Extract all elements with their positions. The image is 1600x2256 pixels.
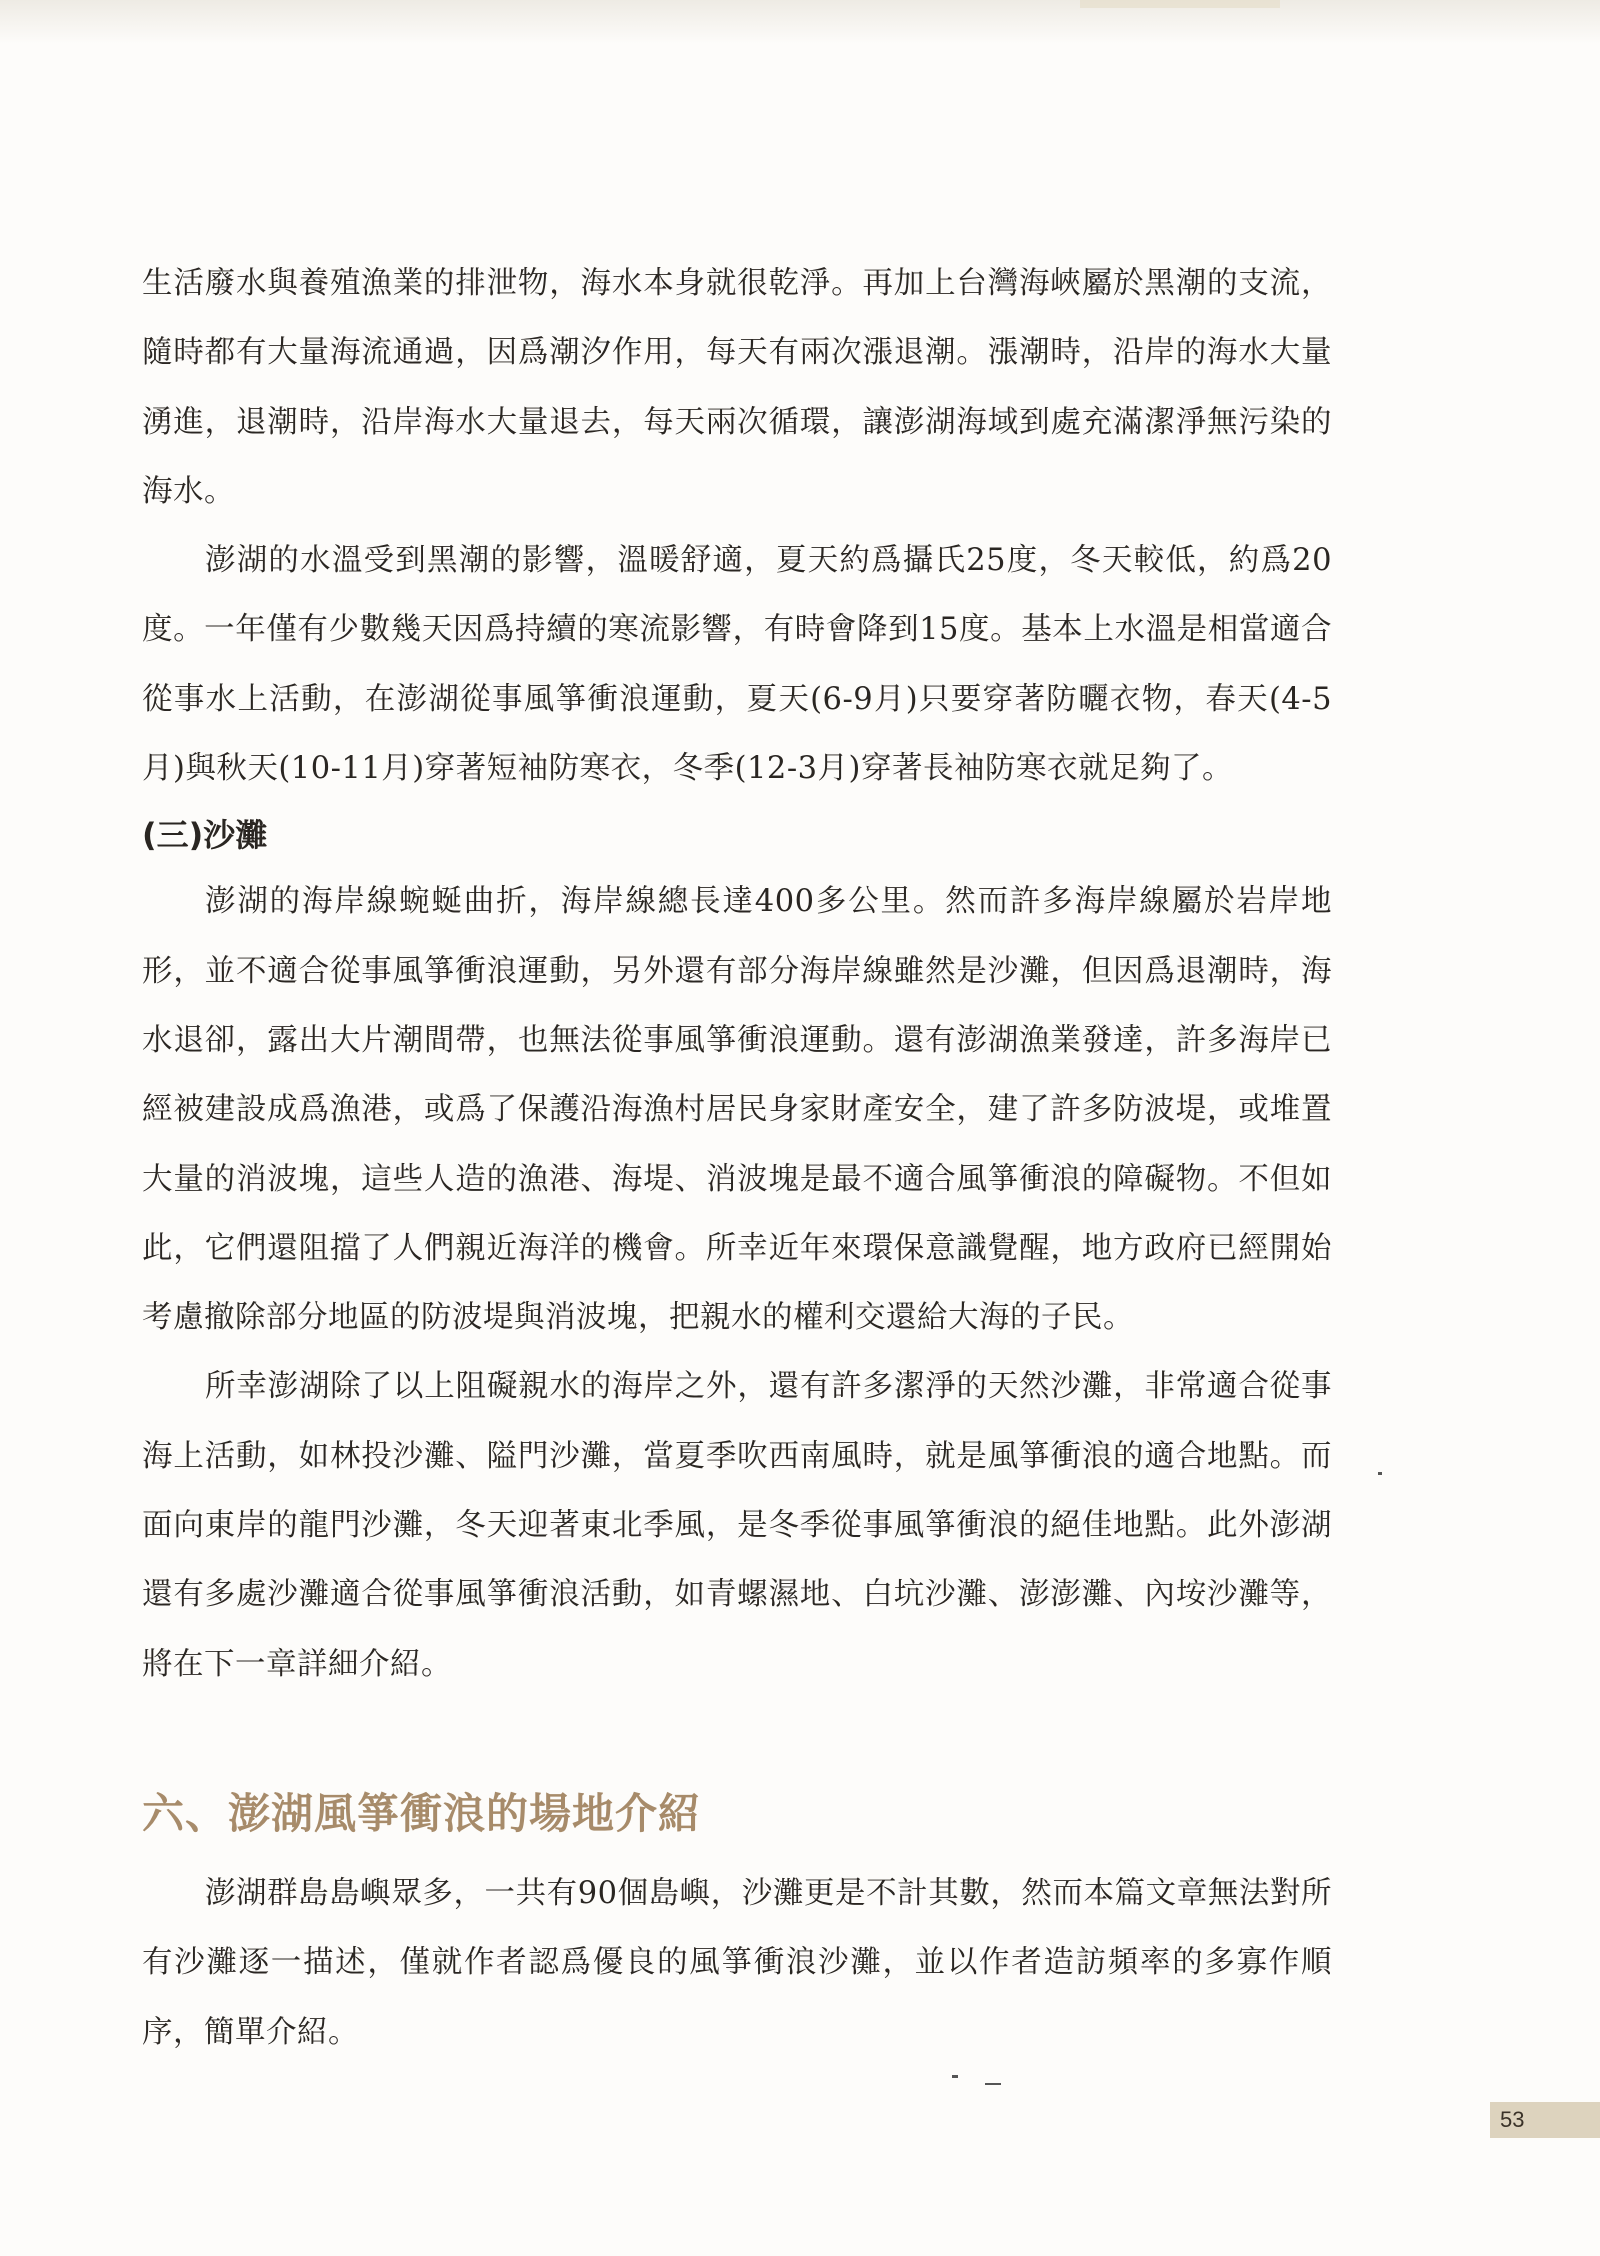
page-body bbox=[142, 249, 1332, 2067]
scan-speck bbox=[1378, 1472, 1382, 1475]
scan-speck bbox=[952, 2075, 958, 2078]
page-number bbox=[1490, 2102, 1600, 2138]
paragraph-continued: 生活廢水與養殖漁業的排泄物，海水本身就很乾淨。再加上台灣海峽屬於黑潮的支流，隨時都有大量海流通過，因爲潮汐作用，每天有兩次漲退潮。漲潮時，沿岸的海水大量湧進，退潮時，沿岸海水大量退去，每天兩次循環，讓澎湖海域到處充滿潔淨無污染的海水。 bbox=[142, 266, 1332, 509]
paragraph-water-temperature: 澎湖的水溫受到黑潮的影響，溫暖舒適，夏天約爲攝氏25度，冬天較低，約爲20度。一年僅有少數幾天因爲持續的寒流影響，有時會降到15度。基本上水溫是相當適合從事水上活動，在澎湖從事風箏衝浪運動，夏天(6-9月)只要穿著防曬衣物，春天(4-5月)與秋天(10-11月)穿著短袖防寒衣，冬季(12-3月)穿著長袖防寒衣就足夠了。 bbox=[142, 543, 1332, 787]
paragraph-islands-intro: 澎湖群島島嶼眾多，一共有90個島嶼，沙灘更是不計其數，然而本篇文章無法對所有沙灘逐一描述，僅就作者認爲優良的風箏衝浪沙灘，並以作者造訪頻率的多寡作順序，簡單介紹。 bbox=[142, 1875, 1332, 2050]
section-title: 六、澎湖風箏衝浪的場地介紹 bbox=[142, 1788, 702, 1838]
page-top-shadow bbox=[0, 0, 1600, 44]
paragraph-natural-beaches: 所幸澎湖除了以上阻礙親水的海岸之外，還有許多潔淨的天然沙灘，非常適合從事海上活動，如林投沙灘、隘門沙灘，當夏季吹西南風時，就是風箏衝浪的適合地點。而面向東岸的龍門沙灘，冬天迎著東北季風，是冬季從事風箏衝浪的絕佳地點。此外澎湖還有多處沙灘適合從事風箏衝浪活動，如青螺濕地、白坑沙灘、澎澎灘、內垵沙灘等，將在下一章詳細介紹。 bbox=[142, 1369, 1332, 1682]
section-spacer bbox=[142, 1699, 1332, 1769]
scan-speck bbox=[985, 2083, 1001, 2085]
page-number-text: 53 bbox=[1500, 2107, 1525, 2132]
paragraph-coastline: 澎湖的海岸線蜿蜒曲折，海岸線總長達400多公里。然而許多海岸線屬於岩岸地形，並不適合從事風箏衝浪運動，另外還有部分海岸線雖然是沙灘，但因爲退潮時，海水退卻，露出大片潮間帶，也無法從事風箏衝浪運動。還有澎湖漁業發達，許多海岸已經被建設成爲漁港，或爲了保護沿海漁村居民身家財產安全，建了許多防波堤，或堆置大量的消波塊，這些人造的漁港、海堤、消波塊是最不適合風箏衝浪的障礙物。不但如此，它們還阻擋了人們親近海洋的機會。所幸近年來環保意識覺醒，地方政府已經開始考慮撤除部分地區的防波堤與消波塊，把親水的權利交還給大海的子民。 bbox=[142, 884, 1332, 1336]
scan-mark bbox=[1080, 0, 1280, 8]
subheading-beaches: (三)沙灘 bbox=[142, 816, 268, 855]
